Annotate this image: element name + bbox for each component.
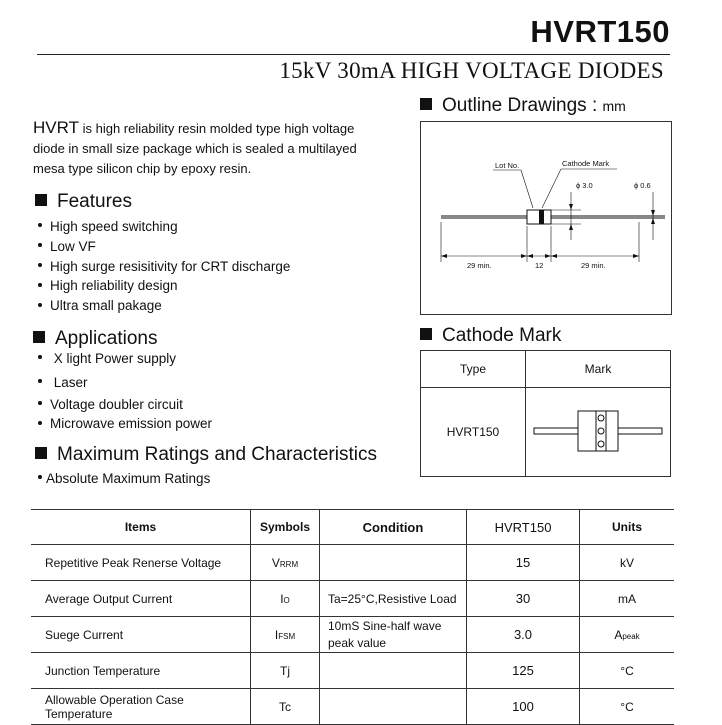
absolute-ratings-text: Absolute Maximum Ratings: [46, 471, 211, 486]
square-bullet-icon: [35, 194, 47, 206]
table-header-row: [31, 510, 674, 545]
outline-heading: [420, 95, 626, 117]
condition-header: Condition: [320, 510, 467, 545]
bullet-icon: [38, 421, 42, 425]
table-row: [31, 689, 674, 725]
features-list: [38, 217, 290, 316]
feature-text: Ultra small pakage: [50, 298, 162, 314]
outline-drawing: [421, 122, 671, 314]
lead-right-dim: 29 min.: [581, 261, 606, 270]
symbol-cell: [251, 581, 320, 617]
symbol-cell: [251, 545, 320, 581]
cathode-heading-text: Cathode Mark: [442, 325, 562, 346]
square-bullet-icon: [420, 98, 432, 110]
value-cell: 125: [467, 653, 580, 689]
square-bullet-icon: [420, 328, 432, 340]
item-cell: Average Output Current: [31, 581, 251, 617]
max-ratings-table: [31, 509, 674, 725]
item-cell: Allowable Operation Case Temperature: [31, 689, 251, 725]
unit-subscript: peak: [622, 631, 640, 641]
value-cell: 15: [467, 545, 580, 581]
bullet-icon: [38, 475, 42, 479]
intro-paragraph: [33, 118, 373, 179]
body-diameter-label: ϕ 3.0: [576, 181, 593, 190]
list-item: [38, 296, 290, 316]
applications-list: [38, 349, 212, 434]
application-text: Laser: [50, 374, 88, 390]
symbols-header: Symbols: [251, 510, 320, 545]
bullet-icon: [38, 243, 42, 247]
list-item: [38, 395, 212, 415]
intro-line-3: mesa type silicon chip by epoxy resin.: [33, 161, 252, 176]
symbol-cell: [251, 617, 320, 653]
symbol-subscript: RRM: [279, 559, 299, 569]
bullet-icon: [38, 283, 42, 287]
applications-heading: [33, 328, 157, 350]
item-cell: Suege Current: [31, 617, 251, 653]
features-heading: [35, 191, 132, 213]
items-header: Items: [31, 510, 251, 545]
list-item: [38, 349, 212, 369]
type-header: Type: [421, 351, 526, 388]
cathode-band: [539, 210, 544, 224]
square-bullet-icon: [35, 447, 47, 459]
unit-cell: kV: [580, 545, 675, 581]
condition-cell: [320, 545, 467, 581]
units-header: Units: [580, 510, 675, 545]
type-value: HVRT150: [421, 388, 526, 477]
body-length-dim: 12: [535, 261, 544, 270]
condition-cell: [320, 617, 467, 653]
table-row: [421, 388, 671, 477]
item-cell: Junction Temperature: [31, 653, 251, 689]
bullet-icon: [38, 355, 42, 359]
value-cell: 30: [467, 581, 580, 617]
symbol-cell: Tc: [251, 689, 320, 725]
value-cell: 100: [467, 689, 580, 725]
intro-lead: HVRT: [33, 118, 79, 137]
symbol-subscript: FSM: [278, 631, 296, 641]
bullet-icon: [38, 303, 42, 307]
condition-line-2: peak value: [328, 635, 387, 650]
condition-cell: [320, 653, 467, 689]
outline-drawing-box: [420, 121, 672, 315]
table-row: [31, 581, 674, 617]
absolute-ratings-subheading: [38, 471, 210, 486]
mark-cell: [526, 388, 671, 477]
table-row: [31, 545, 674, 581]
outline-unit: mm: [602, 98, 626, 114]
feature-text: High surge resisitivity for CRT discharge: [50, 258, 291, 274]
application-text: Voltage doubler circuit: [50, 396, 183, 412]
feature-text: Low VF: [50, 238, 96, 254]
max-ratings-heading-text: Maximum Ratings and Characteristics: [57, 444, 377, 465]
list-item: [38, 237, 290, 257]
unit-cell: [580, 617, 675, 653]
symbol-subscript: O: [283, 595, 290, 605]
page-subtitle: 15kV 30mA HIGH VOLTAGE DIODES: [279, 58, 664, 83]
square-bullet-icon: [33, 331, 45, 343]
list-item: [38, 373, 212, 393]
header-rule: [37, 54, 670, 55]
applications-heading-text: Applications: [55, 328, 158, 349]
part-header: HVRT150: [467, 510, 580, 545]
bullet-icon: [38, 379, 42, 383]
outline-heading-text: Outline Drawings :: [442, 95, 598, 116]
mark-header: Mark: [526, 351, 671, 388]
lead-left-dim: 29 min.: [467, 261, 492, 270]
lot-no-label: Lot No.: [495, 161, 520, 170]
list-item: [38, 276, 290, 296]
symbol-text: V: [271, 555, 280, 570]
application-text: X light Power supply: [50, 351, 177, 366]
feature-text: High speed switching: [50, 219, 178, 234]
condition-line-1: 10mS Sine-half wave: [328, 618, 442, 633]
unit-cell: °C: [580, 689, 675, 725]
unit-cell: °C: [580, 653, 675, 689]
list-item: [38, 257, 290, 277]
cathode-mark-label: Cathode Mark: [562, 159, 610, 168]
intro-line-2: diode in small size package which is sealed a multilayed: [33, 141, 357, 156]
cathode-mark-heading: [420, 325, 561, 347]
value-cell: 3.0: [467, 617, 580, 653]
intro-line-1: is high reliability resin molded type high voltage: [78, 121, 355, 136]
table-row: [31, 617, 674, 653]
bullet-icon: [38, 401, 42, 405]
list-item: [38, 414, 212, 434]
cathode-mark-icon: [528, 401, 668, 461]
feature-text: High reliability design: [50, 278, 178, 294]
part-number-title: HVRT150: [530, 14, 670, 49]
features-heading-text: Features: [57, 191, 132, 212]
list-item: [38, 217, 290, 237]
item-cell: Repetitive Peak Renerse Voltage: [31, 545, 251, 581]
lead-diameter-label: ϕ 0.6: [634, 181, 651, 190]
cathode-mark-table: [420, 350, 671, 477]
application-text: Microwave emission power: [50, 416, 213, 432]
max-ratings-heading: [35, 444, 377, 466]
bullet-icon: [38, 263, 42, 267]
bullet-icon: [38, 223, 42, 227]
condition-cell: Ta=25°C,Resistive Load: [320, 581, 467, 617]
symbol-text: I: [274, 627, 279, 642]
table-row: [31, 653, 674, 689]
unit-text: A: [614, 627, 623, 642]
condition-cell: [320, 689, 467, 725]
symbol-cell: Tj: [251, 653, 320, 689]
symbol-text: I: [280, 591, 284, 606]
unit-cell: mA: [580, 581, 675, 617]
table-row: [421, 351, 671, 388]
